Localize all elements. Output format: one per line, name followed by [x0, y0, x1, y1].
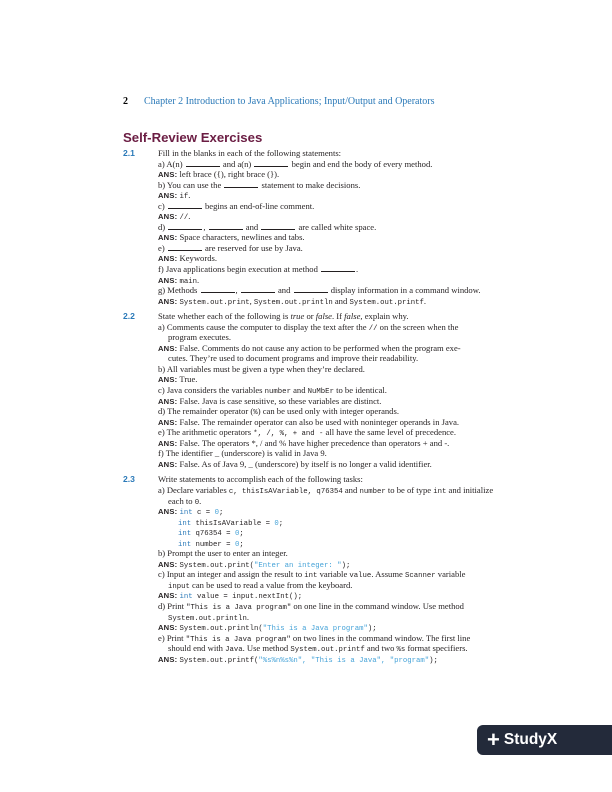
exercise-number: 2.2: [123, 311, 135, 322]
answer: ANS: if.: [158, 190, 191, 202]
code-line: int number = 0;: [178, 540, 244, 549]
answer: ANS: System.out.printf("%s%n%s%n", "This is a Java", "program");: [158, 654, 438, 665]
answer-label: ANS:: [158, 459, 178, 469]
exercise-2-2: 2.2 State whether each of the following is true or false. If false, explain why.: [123, 311, 409, 322]
answer-label: ANS:: [158, 396, 178, 406]
code-line: int q76354 = 0;: [178, 530, 244, 539]
answer-label: ANS:: [158, 417, 178, 427]
answer-label: ANS:: [158, 296, 178, 306]
blank: [254, 159, 288, 167]
answer-label: ANS:: [158, 233, 178, 243]
exercise-2-1: 2.1 Fill in the blanks in each of the following statements:: [123, 148, 342, 158]
answer-label: ANS:: [158, 654, 178, 664]
blank: [261, 222, 295, 230]
blank: [168, 201, 202, 209]
blank: [168, 222, 202, 230]
blank: [224, 180, 258, 188]
answer: ANS: left brace ({), right brace (}).: [158, 169, 280, 180]
answer-label: ANS:: [158, 191, 178, 201]
answer-label: ANS:: [158, 559, 178, 569]
answer-label: ANS:: [158, 170, 178, 180]
answer-label: ANS:: [158, 507, 178, 517]
answer: ANS: System.out.print, System.out.println and System.out.printf.: [158, 295, 427, 307]
chapter-title: Chapter 2 Introduction to Java Applications; Input/Output and Operators: [144, 96, 435, 107]
answer: ANS: System.out.print("Enter an integer: ");: [158, 559, 351, 570]
answer: ANS: False. The operators *, / and % have higher precedence than operators + and -.: [158, 437, 450, 448]
exercise-2-3: 2.3 Write statements to accomplish each of the following tasks:: [123, 474, 363, 485]
page-number: 2: [123, 96, 128, 107]
answer: ANS: //.: [158, 211, 191, 223]
answer: ANS: False. Java is case sensitive, so these variables are distinct.: [158, 395, 382, 406]
answer: ANS: main.: [158, 274, 200, 286]
blank: [321, 264, 355, 272]
blank: [209, 222, 243, 230]
answer-label: ANS:: [158, 254, 178, 264]
answer-label: ANS:: [158, 343, 178, 353]
studyx-badge[interactable]: [477, 725, 612, 755]
answer-label: ANS:: [158, 623, 178, 633]
blank: [168, 243, 202, 251]
answer: ANS: Space characters, newlines and tabs.: [158, 232, 305, 243]
plus-icon: +: [487, 727, 500, 752]
answer: ANS: Keywords.: [158, 253, 218, 264]
answer: ANS: System.out.println("This is a Java program");: [158, 623, 377, 634]
answer-label: ANS:: [158, 591, 178, 601]
answer: ANS: False. The remainder operator can also be used with noninteger operands in Java.: [158, 416, 460, 427]
exercise-number: 2.1: [123, 148, 135, 158]
answer: ANS: True.: [158, 374, 198, 385]
code-line: int thisIsAVariable = 0;: [178, 519, 284, 528]
answer-label: ANS:: [158, 438, 178, 448]
blank: [294, 285, 328, 293]
exercise-number: 2.3: [123, 474, 135, 485]
blank: [241, 285, 275, 293]
answer-label: ANS:: [158, 375, 178, 385]
blank: [201, 285, 235, 293]
code-line: int c = 0;: [179, 509, 224, 518]
answer: [0, 506, 612, 517]
blank: [186, 159, 220, 167]
answer-label: ANS:: [158, 212, 178, 222]
section-title: Self-Review Exercises: [123, 130, 263, 145]
brand-name: StudyX: [503, 731, 558, 748]
answer: ANS: int value = input.nextInt();: [158, 591, 303, 602]
answer-label: ANS:: [158, 275, 178, 285]
answer: ANS: False. As of Java 9, _ (underscore) by itself is no longer a valid identifier.: [158, 458, 432, 469]
answer: ANS: False. Comments do not cause any action to be performed when the program exe-: [158, 342, 461, 353]
exercise-list: 2.1 Fill in the blanks in each of the following statements: a) A(n) and a(n) begin and end the body of every method. ANS: left brace ({), right brace (}). b) You can use the statement to make decisions. ANS: if. c) begins an end-of-line comment. ANS: //. d) , and are called white space. ANS: Space characters, newlines and tabs. e) are reserved for use by Java. ANS: Keywords. f) Java applications begin execution at method . ANS: main. g) Methods , and display information in a command window. ANS: System.out.print, System.out.println and System.out.printf. 2.2 State whether each of the following is true or false. If false, explain why. a) Comments cause the computer to display the text after the // on the screen when the program executes. ANS: False. Comments do not cause any action to be performed when the program exe- cutes. They’re used to document programs and improve their readability. b) All variables must be given a type when they’re declared. ANS: True. c) Java considers the variables number and NuMbEr to be identical. ANS: False. Java is case sensitive, so these variables are distinct. d) The remainder operator (%) can be used only with integer operands. ANS: False. The remainder operator can also be used with noninteger operands in Java. e) The arithmetic operators *, /, %, + and - all have the same level of precedence. ANS: False. The operators *, / and % have higher precedence than operators + and -. f) The identifier _ (underscore) is valid in Java 9. ANS: False. As of Java 9, _ (underscore) by itself is no longer a valid identifier. 2.3 Write statements to accomplish each of the following tasks: a) Declare variables c, thisIsAVariable, q76354 and number to be of type int and initialize each to 0. ANS: int c = 0; int thisIsAVariable = 0; int q76354 = 0; int number = 0; b) Prompt the user to enter an integer. ANS: System.out.print("Enter an integer: "); c) Input an integer and assign the result to int variable value. Assume Scanner variable input can be used to read a value from the keyboard. ANS: int value = input.nextInt(); d) Print "This is a Java program" on one line in the command window. Use method System.out.println. ANS: System.out.println("This is a Java program"); e) Print "This is a Java program" on two lines in the command window. The first line should end with Java. Use method System.out.printf and two %s format specifiers. ANS: System.out.printf("%s%n%s%n", "This is a Java", "program");: [0, 148, 612, 664]
page-header: [123, 96, 435, 107]
